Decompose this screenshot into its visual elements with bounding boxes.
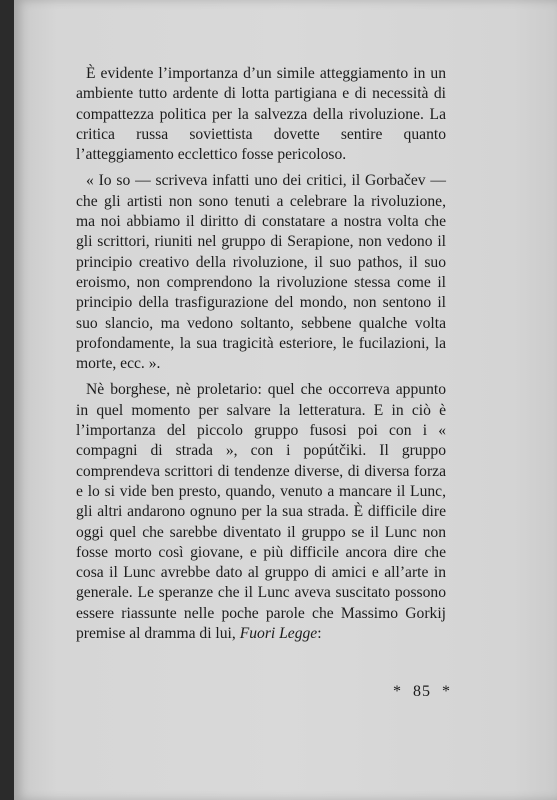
ornament-right: *: [442, 683, 451, 700]
page-footer: [390, 683, 454, 701]
paragraph-3-text: Nè borghese, nè proletario: quel che occorreva appunto in quel momento per salvare la letteratura. E in ciò è l’importanza del piccolo gruppo fusosi poi con i « compagni di strada », con i popútčiki. Il gruppo comprendeva scrittori di tendenze diverse, di diversa forza e lo si vide ben presto, quando, venuto a mancare il Lunc, gli altri andarono ognuno per la sua strada. È difficile dire oggi quel che sarebbe diventato il gruppo se il Lunc non fosse morto così giovane, e più difficile ancora dire che cosa il Lunc avrebbe dato al gruppo di amici e all’arte in generale. Le speranze che il Lunc aveva suscitato possono essere riassunte nelle poche parole che Massimo Gorkij premise al dramma di lui,: [76, 381, 446, 643]
paragraph-3: [76, 380, 446, 644]
ornament-left: *: [393, 683, 402, 700]
paragraph-1: È evidente l’importanza d’un simile atteggiamento in un ambiente tutto ardente di lotta partigiana e di necessità di compattezza politica per la salvezza della rivoluzione. La critica russa soviettista dovette sentire quanto l’atteggiamento ecclettico fosse pericoloso.: [76, 65, 446, 164]
paragraph-2: « Io so — scriveva infatti uno dei critici, il Gorbačev — che gli artisti non sono tenuti a celebrare la rivoluzione, ma noi abbiamo il diritto di constatare a nostra volta che gli scrittori, riuniti nel gruppo di Serapione, non vedono il principio creativo della rivoluzione, il suo pathos, il suo eroismo, non comprendono la rivoluzione stessa come il principio della trasfigurazione del mondo, non sentono il suo slancio, ma vedono soltanto, sebbene qualche volta profondamente, la sua tragicità esteriore, le fucilazioni, la morte, ecc. ».: [76, 172, 446, 373]
page-number: 85: [413, 683, 431, 700]
body-text: [76, 64, 446, 650]
book-page: [14, 0, 557, 800]
title-colon: :: [317, 625, 322, 643]
work-title: Fuori Legge: [239, 625, 318, 643]
